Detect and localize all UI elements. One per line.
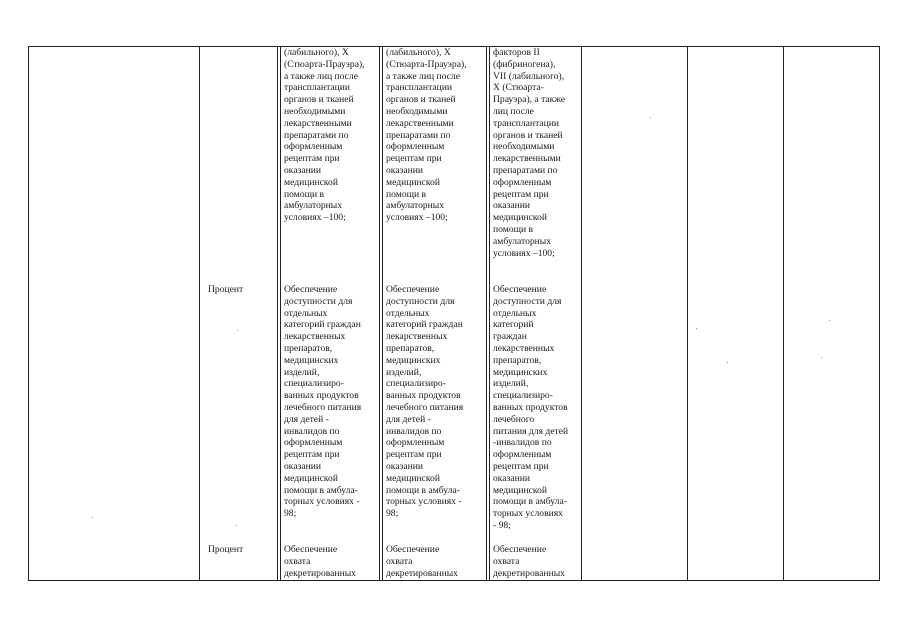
scan-speck (237, 330, 238, 331)
column-divider (486, 46, 487, 581)
scan-speck (650, 117, 651, 118)
row-unit-label: Процент (208, 284, 244, 295)
scan-speck (696, 328, 697, 329)
column-divider (687, 46, 688, 581)
scan-speck (829, 320, 830, 321)
column-divider (277, 46, 278, 581)
table-cell: Обеспечение охвата декретированных (493, 544, 565, 579)
scan-speck (727, 362, 728, 363)
column-divider (199, 46, 200, 581)
row-unit-label: Процент (208, 544, 244, 555)
scan-speck (236, 525, 237, 526)
column-divider (581, 46, 582, 581)
table-cell: Обеспечение доступности для отдельных категорий граждан лекарственных препаратов, медицинских изделий, специализиро- ванных продуктов лечебного питания для детей - инвалидов по оформленным рецептам при оказании медицинской помощи в амбула- торных условиях - 98; (284, 284, 362, 520)
column-divider (783, 46, 784, 581)
table-cell: (лабильного), X (Стюарта-Прауэра), а также лиц после трансплантации органов и тканей необходимыми лекарственными препаратами по оформленным рецептам при оказании медицинской помощи в амбулаторных условиях –100; (386, 47, 467, 224)
table-cell: (лабильного), X (Стюарта-Прауэра), а также лиц после трансплантации органов и тканей необходимыми лекарственными препаратами по оформленным рецептам при оказании медицинской помощи в амбулаторных условиях –100; (284, 47, 365, 224)
scan-speck (92, 517, 93, 518)
column-divider (489, 46, 490, 581)
table-cell: Обеспечение охвата декретированных (284, 544, 356, 579)
column-divider (379, 46, 380, 581)
table-cell: Обеспечение охвата декретированных (386, 544, 458, 579)
table-cell: факторов II (фибриногена), VII (лабильного), X (Стюарта- Прауэра), а также лиц после трансплантации органов и тканей необходимыми лекарственными препаратами по оформленным рецептам при оказании медицинской помощи в амбулаторных условиях –100; (493, 47, 566, 259)
column-divider (280, 46, 281, 581)
scan-speck (821, 357, 822, 358)
table-cell: Обеспечение доступности для отдельных категорий граждан лекарственных препаратов, медицинских изделий, специализиро- ванных продуктов лечебного питания для детей - инвалидов по оформленным рецептам при оказании медицинской помощи в амбула- торных условиях - 98; (386, 284, 464, 520)
column-divider (382, 46, 383, 581)
table-cell: Обеспечение доступности для отдельных категорий граждан лекарственных препаратов, медицинских изделий, специализиро- ванных продуктов лечебного питания для детей -инвалидов по оформленным рецептам при оказании медицинской помощи в амбула- торных условиях - 98; (493, 284, 569, 531)
